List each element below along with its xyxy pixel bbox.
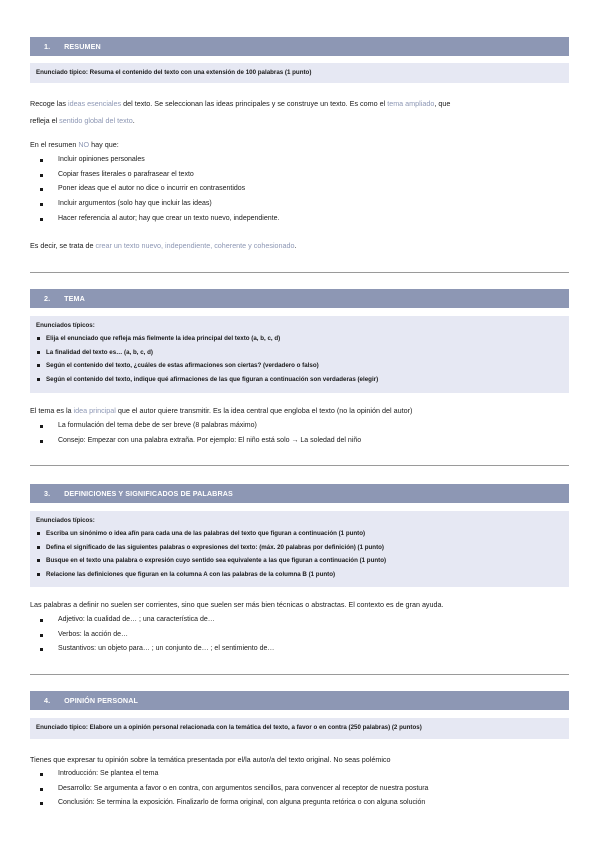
list-item: Verbos: la acción de…: [30, 628, 575, 643]
section-3-title: DEFINICIONES Y SIGNIFICADOS DE PALABRAS: [64, 489, 233, 498]
prompt-item: Busque en el texto una palabra o expresión cuyo sentido sea equivalente a las que figuran a continuación (1 punto): [36, 554, 563, 568]
prompt-item: Elija el enunciado que refleja más fielmente la idea principal del texto (a, b, c, d): [36, 332, 563, 346]
highlight-tema-ampliado: tema ampliado: [387, 99, 435, 108]
section-4-list: [30, 767, 575, 811]
list-item: Incluir argumentos (solo hay que incluir las ideas): [30, 197, 575, 212]
no-text: En el resumen: [30, 140, 79, 149]
prompt-item: Escriba un sinónimo o idea afín para cada una de las palabras del texto que figuran a continuación (1 punto): [36, 527, 563, 541]
section-3-intro: Las palabras a definir no suelen ser corrientes, sino que suelen ser más bien técnicas o abstractas. El contexto es de gran ayuda.: [30, 600, 444, 609]
section-4-number: 4.: [44, 696, 51, 705]
prompt-item: Defina el significado de las siguientes palabras o expresiones del texto: (máx. 20 palabras por definición) (1 punto): [36, 541, 563, 555]
section-1-list: [30, 153, 575, 227]
list-item: Conclusión: Se termina la exposición. Finalizarlo de forma original, con alguna pregunta retórica o con alguna solución: [30, 796, 575, 811]
section-4-title: OPINIÓN PERSONAL: [64, 696, 138, 705]
list-item: La formulación del tema debe de ser breve (8 palabras máximo): [30, 419, 575, 434]
divider: [30, 272, 569, 273]
no-text: hay que:: [89, 140, 119, 149]
section-1-prompt-box: [30, 63, 569, 83]
section-2-number: 2.: [44, 294, 51, 303]
list-item: Poner ideas que el autor no dice o incurrir en contrasentidos: [30, 182, 575, 197]
highlight-ideas-esenciales: ideas esenciales: [67, 99, 122, 108]
section-3-prompt-title: Enunciados típicos:: [36, 517, 95, 524]
section-4-intro: Tienes que expresar tu opinión sobre la temática presentada por el/la autor/a del texto original. No seas polémico: [30, 755, 391, 764]
intro-text: Recoge las: [30, 99, 68, 108]
list-item: Sustantivos: un objeto para… ; un conjunto de… ; el sentimiento de…: [30, 642, 575, 657]
prompt-item: La finalidad del texto es… (a, b, c, d): [36, 346, 563, 360]
section-1-title: RESUMEN: [64, 42, 101, 51]
highlight-no: NO: [78, 140, 90, 149]
intro-text: refleja el: [30, 115, 60, 125]
section-1-number: 1.: [44, 42, 51, 51]
divider: [30, 674, 569, 675]
list-item: Adjetivo: la cualidad de… ; una característica de…: [30, 613, 575, 628]
section-4-header: [30, 691, 569, 710]
prompt-item: Según el contenido del texto, ¿cuáles de estas afirmaciones son ciertas? (verdadero o falso): [36, 359, 563, 373]
section-3-prompt-box: [30, 511, 569, 587]
prompt-item: Relacione las definiciones que figuran en la columna A con las palabras de la columna B (1 punto): [36, 568, 563, 582]
intro-text: que el autor quiere transmitir. Es la idea central que engloba el texto (no la opinión del autor): [115, 406, 413, 415]
section-1-header: [30, 37, 569, 56]
section-4-prompt: Enunciado típico: Elabore un a opinión personal relacionada con la temática del texto, a favor o en contra (250 palabras) (2 puntos): [36, 724, 422, 731]
list-item: Consejo: Empezar con una palabra extraña. Por ejemplo: El niño está solo → La soledad del niño: [30, 434, 575, 449]
list-item: Incluir opiniones personales: [30, 153, 575, 168]
list-item: Desarrollo: Se argumenta a favor o en contra, con argumentos sencillos, para convencer al receptor de nuestra postura: [30, 782, 575, 797]
section-1-prompt: Enunciado típico: Resuma el contenido del texto con una extensión de 100 palabras (1 punto): [36, 69, 312, 76]
highlight-texto-nuevo: crear un texto nuevo, independiente, coherente y cohesionado: [95, 241, 295, 250]
list-item: Hacer referencia al autor; hay que crear un texto nuevo, independiente.: [30, 212, 575, 227]
section-2-intro: [30, 403, 575, 420]
section-3-number: 3.: [44, 489, 51, 498]
section-1-no-line: [30, 137, 575, 154]
list-item: Copiar frases literales o parafrasear el texto: [30, 168, 575, 183]
closing-text: .: [294, 241, 297, 250]
intro-text: .: [132, 115, 135, 125]
intro-text: del texto. Se seleccionan las ideas principales y se construye un texto. Es como el: [121, 99, 388, 108]
section-3-prompt-list: [36, 527, 563, 581]
section-2-list: [30, 419, 575, 448]
section-2-header: [30, 289, 569, 308]
closing-text: Es decir, se trata de: [30, 241, 96, 250]
section-4-prompt-box: [30, 718, 569, 739]
divider: [30, 465, 569, 466]
highlight-idea-principal: idea principal: [73, 406, 116, 415]
section-2-prompt-title: Enunciados típicos:: [36, 322, 95, 329]
section-2-title: TEMA: [64, 294, 85, 303]
section-2-prompt-list: [36, 332, 563, 386]
prompt-item: Según el contenido del texto, indique qué afirmaciones de las que figuran a continuación son verdaderas (elegir): [36, 373, 563, 387]
list-item: Introducción: Se plantea el tema: [30, 767, 575, 782]
intro-text: El tema es la: [30, 406, 74, 415]
highlight-sentido-global: sentido global del texto: [59, 115, 133, 125]
section-3-header: [30, 484, 569, 503]
section-1-intro: [30, 96, 575, 129]
section-2-prompt-box: [30, 316, 569, 393]
section-1-closing: [30, 238, 575, 255]
intro-text: , que: [434, 99, 451, 108]
section-3-list: [30, 613, 575, 657]
